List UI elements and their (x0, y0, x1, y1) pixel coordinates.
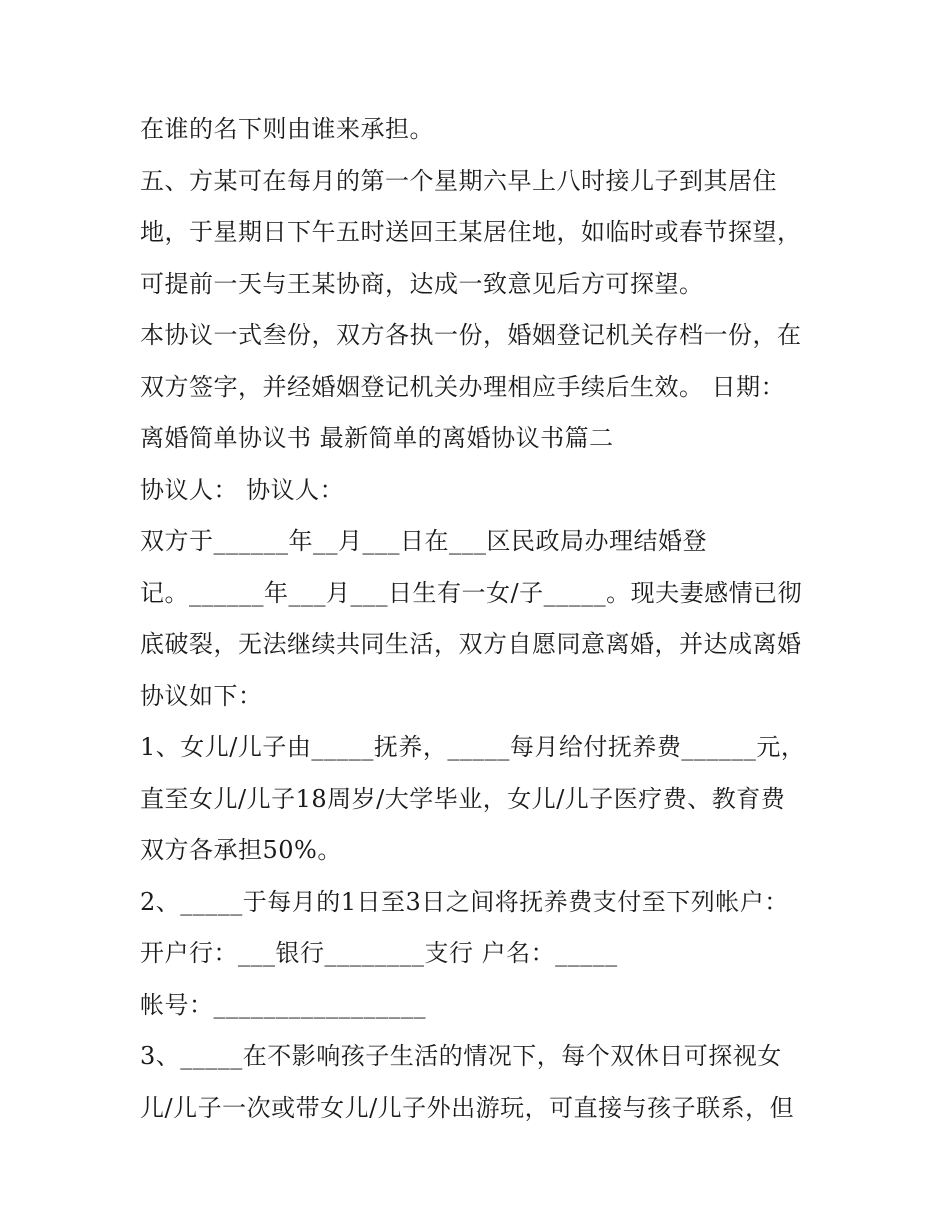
text-line: 可提前一天与王某协商，达成一致意见后方可探望。 (140, 269, 704, 298)
text-line: 1、女儿/儿子由_____抚养，_____每月给付抚养费______元， (140, 733, 806, 761)
text-line: 双方签字，并经婚姻登记机关办理相应手续后生效。 日期： (140, 372, 786, 401)
text-line: 儿/儿子一次或带女儿/儿子外出游玩，可直接与孩子联系，但 (140, 1093, 795, 1122)
text-line: 帐号：_________________ (140, 990, 426, 1019)
text-line: 五、方某可在每月的第一个星期六早上八时接儿子到其居住 (140, 166, 777, 195)
document-body (140, 104, 830, 1134)
text-line: 协议人： 协议人： (140, 475, 345, 504)
text-line: 协议如下： (140, 681, 263, 710)
text-line: 记。______年___月___日生有一女/子_____。现夫妻感情已彻 (140, 578, 803, 607)
text-line: 2、_____于每月的1日至3日之间将抚养费支付至下列帐户： (140, 887, 789, 916)
text-line: 本协议一式叁份，双方各执一份，婚姻登记机关存档一份，在 (140, 321, 802, 349)
text-line: 地，于星期日下午五时送回王某居住地，如临时或春节探望， (140, 218, 802, 246)
text-line: 直至女儿/儿子18周岁/大学毕业，女儿/儿子医疗费、教育费 (140, 784, 786, 813)
text-line: 在谁的名下则由谁来承担。 (140, 115, 434, 143)
text-line: 双方各承担50%。 (140, 836, 342, 864)
text-line: 双方于______年__月___日在___区民政局办理结婚登 (140, 527, 707, 555)
section-heading: 离婚简单协议书 最新简单的离婚协议书篇二 (140, 424, 614, 452)
text-line: 3、_____在不影响孩子生活的情况下，每个双休日可探视女 (140, 1042, 782, 1070)
text-line: 底破裂，无法继续共同生活，双方自愿同意离婚，并达成离婚 (140, 630, 802, 658)
text-line: 开户行：___银行________支行 户名：_____ (140, 939, 618, 967)
